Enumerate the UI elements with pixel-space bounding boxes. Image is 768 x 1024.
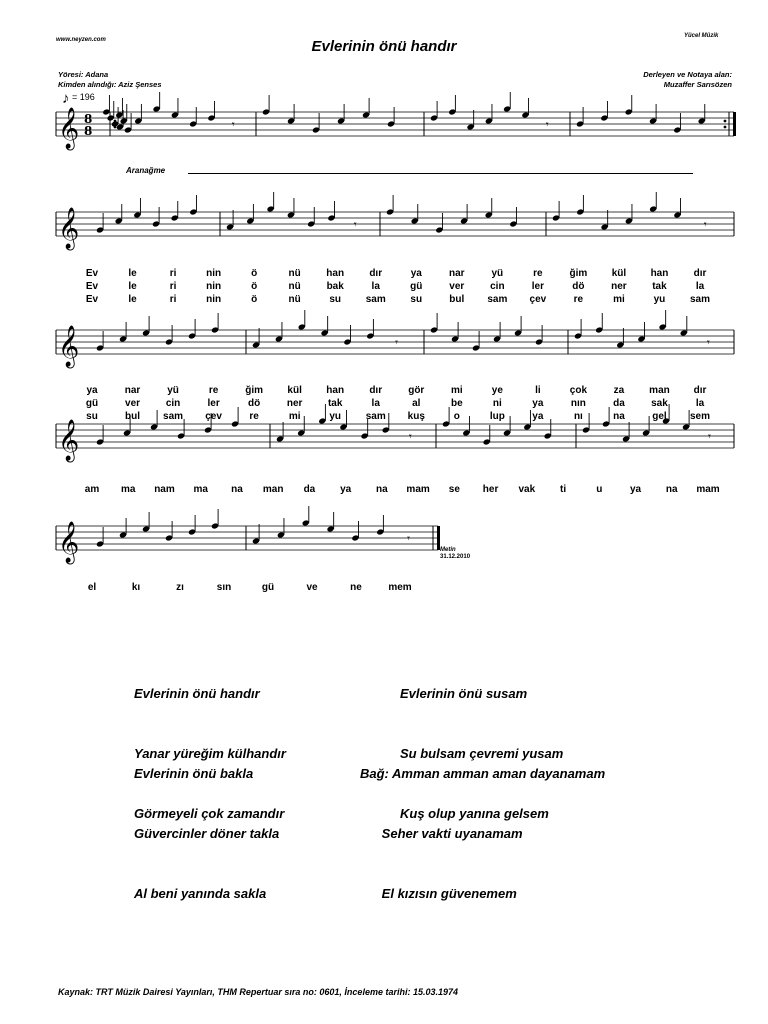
lyric-syllable: nın (570, 398, 586, 409)
lyric-syllable: sak (651, 398, 668, 409)
staff-system-2 (0, 200, 768, 260)
lyric-syllable: lup (489, 411, 505, 422)
lyric-syllable: yu (653, 294, 666, 305)
lyric-syllable: kül (611, 268, 627, 279)
interlude-bracket-line (188, 173, 693, 174)
lyric-syllable: ni (492, 398, 502, 409)
lyric-syllable: ve (306, 582, 318, 593)
eighth-rest-icon: 𝄾 (395, 336, 399, 349)
lyric-syllable: nin (206, 268, 222, 279)
verse-line: Evlerinin önü susam (400, 686, 528, 701)
lyric-syllable: ya (86, 385, 98, 396)
lyric-syllable: ya (340, 484, 352, 495)
lyric-syllable: çok (569, 385, 588, 396)
lyric-syllable: la (371, 398, 380, 409)
compiler-label: Derleyen ve Notaya alan: (643, 70, 732, 79)
lyric-syllable: za (613, 385, 625, 396)
lyric-syllable: mam (406, 484, 430, 495)
lyric-syllable: o (453, 411, 460, 422)
verse-line: Su bulsam çevremi yusam (400, 746, 564, 761)
website-label: www.neyzen.com (56, 37, 106, 43)
lyric-syllable: na (376, 484, 388, 495)
lyric-syllable: ö (251, 268, 258, 279)
lyric-syllable: mam (696, 484, 720, 495)
lyric-syllable: dır (693, 268, 707, 279)
staff-system-3 (0, 318, 768, 378)
region-label: Yöresi: Adana (58, 70, 109, 79)
lyric-syllable: su (86, 411, 98, 422)
eighth-rest-icon: 𝄾 (408, 430, 412, 443)
staff-system-5 (0, 514, 768, 574)
eighth-rest-icon: 𝄾 (706, 336, 710, 349)
lyric-syllable: am (84, 484, 100, 495)
lyric-syllable: yu (329, 411, 342, 422)
lyric-syllable: su (329, 294, 342, 305)
lyric-syllable: sam (365, 294, 386, 305)
lyric-syllable: sam (365, 411, 386, 422)
lyric-syllable: çev (529, 294, 547, 305)
lyric-syllable: sam (163, 411, 184, 422)
lyric-syllable: gel (652, 411, 667, 422)
lyric-syllable: her (482, 484, 499, 495)
lyric-syllable: na (231, 484, 243, 495)
lyric-syllable: gü (85, 398, 99, 409)
lyric-syllable: Ev (85, 294, 99, 305)
lyric-syllable: ri (169, 268, 177, 279)
lyric-syllable: ler (207, 398, 220, 409)
publisher-label: Yücel Müzik (684, 33, 719, 39)
lyric-syllable: bul (449, 294, 465, 305)
lyric-syllable: dır (693, 385, 707, 396)
lyric-syllable: be (450, 398, 463, 409)
staff-system-1 (0, 100, 768, 160)
origin-info (58, 70, 162, 90)
lyric-syllable: kı (131, 582, 141, 593)
lyric-syllable: sam (689, 294, 711, 305)
lyric-syllable: nar (449, 268, 465, 279)
lyric-syllable: nı (573, 411, 583, 422)
lyric-syllable: dö (572, 281, 585, 292)
verse-line: Al beni yanında sakla (134, 886, 267, 901)
lyric-syllable: nü (288, 268, 301, 279)
lyric-syllable: ma (121, 484, 136, 495)
verse-line: Yanar yüreğim külhandır (134, 746, 286, 761)
lyric-syllable: çev (205, 411, 222, 422)
source-person-label: Kimden alındığı: Aziz Şenses (58, 80, 162, 89)
lyric-syllable: ğim (245, 385, 264, 396)
lyric-syllable: da (613, 398, 625, 409)
lyric-syllable: u (596, 484, 603, 495)
tempo-value: = 196 (72, 92, 95, 102)
signature-date: 31.12.2010 (440, 554, 471, 560)
lyric-syllable: Ev (85, 281, 99, 292)
signature-name: Metin (440, 547, 456, 553)
treble-clef-icon: 𝄞 (58, 108, 80, 149)
lyric-syllable: gör (408, 385, 425, 396)
lyric-syllable: zı (176, 582, 184, 593)
lyric-syllable: ye (491, 385, 503, 396)
lyric-syllable: ma (193, 484, 208, 495)
lyric-syllable: ner (611, 281, 627, 292)
lyric-syllable: bul (125, 411, 141, 422)
lyric-syllable: le (128, 281, 137, 292)
source-citation: Kaynak: TRT Müzik Dairesi Yayınları, THM Repertuar sıra no: 0601, İnceleme tarihi: 15.03.1974 (58, 987, 458, 997)
eighth-rest-icon: 𝄾 (353, 218, 357, 231)
eighth-rest-icon: 𝄾 (703, 218, 707, 231)
compiler-info (643, 70, 732, 90)
compiler-name: Muzaffer Sarısözen (663, 80, 732, 89)
eighth-rest-icon: 𝄾 (545, 118, 549, 131)
lyric-syllable: nin (206, 281, 222, 292)
lyric-syllable: ö (251, 294, 258, 305)
lyric-syllable: han (326, 385, 345, 396)
lyric-syllable: le (128, 268, 137, 279)
lyric-syllable: mem (388, 582, 412, 593)
lyric-syllable: yü (167, 385, 179, 396)
treble-clef-icon: 𝄞 (58, 326, 80, 367)
eighth-rest-icon: 𝄾 (708, 430, 711, 443)
verse-line: Görmeyeli çok zamandır (134, 806, 285, 821)
lyric-syllable: tak (327, 398, 343, 409)
lyric-syllable: al (412, 398, 421, 409)
lyric-syllable: ya (410, 268, 422, 279)
lyric-syllable: dö (248, 398, 261, 409)
lyric-syllable: sem (689, 411, 711, 422)
lyric-syllable: la (695, 281, 705, 292)
lyric-syllable: mi (288, 411, 301, 422)
lyric-syllable: tak (652, 281, 667, 292)
treble-clef-icon: 𝄞 (58, 420, 80, 461)
lyric-syllable: ri (169, 294, 177, 305)
transcriber-signature (440, 547, 470, 561)
lyric-syllable: ner (286, 398, 303, 409)
lyric-syllable: se (448, 484, 460, 495)
lyric-syllable: nin (206, 294, 222, 305)
lyric-syllable: re (533, 268, 543, 279)
lyric-syllable: na (613, 411, 625, 422)
lyric-syllable: re (573, 294, 584, 305)
lyric-syllable: gü (410, 281, 423, 292)
lyric-syllable: cin (165, 398, 181, 409)
lyric-syllable: re (208, 385, 219, 396)
lyric-syllable: nü (288, 281, 301, 292)
verse-line: El kızısın güvenemem (360, 886, 517, 901)
lyric-syllable: nü (288, 294, 301, 305)
treble-clef-icon: 𝄞 (58, 522, 80, 563)
time-signature-top: 8 (84, 112, 93, 126)
lyric-syllable: bak (326, 281, 344, 292)
verse-line: Bağ: Amman amman aman dayanamam (360, 766, 606, 781)
verse-2-right (360, 724, 605, 924)
lyric-syllable: ya (629, 484, 642, 495)
lyric-syllable: nar (124, 385, 141, 396)
lyric-syllable: han (326, 268, 345, 279)
repeat-dot (724, 126, 727, 129)
lyric-syllable: mi (613, 294, 625, 305)
lyric-syllable: le (128, 294, 137, 305)
verse-line: Evlerinin önü bakla (134, 766, 254, 781)
song-title: Evlerinin önü handır (311, 38, 457, 55)
lyric-syllable: ya (532, 398, 544, 409)
interlude-label: Aranağme (126, 166, 166, 175)
lyric-syllable: man (262, 484, 284, 495)
lyric-syllable: la (695, 398, 705, 409)
verse-line: Kuş olup yanına gelsem (400, 806, 549, 821)
lyric-syllable: la (371, 281, 380, 292)
eighth-rest-icon: 𝄾 (231, 118, 235, 131)
lyric-syllable: el (87, 582, 97, 593)
verse-line: Seher vakti uyanamam (360, 826, 523, 841)
time-signature-bottom: 8 (84, 124, 93, 138)
lyric-syllable: dır (369, 268, 383, 279)
lyric-syllable: da (303, 484, 316, 495)
lyric-syllable: gü (261, 582, 275, 593)
lyric-syllable: ö (251, 281, 258, 292)
lyric-syllable: ğim (569, 268, 588, 279)
verse-2-left (134, 724, 279, 924)
final-barline (733, 112, 736, 136)
repeat-dot (724, 120, 727, 123)
lyric-syllable: sın (216, 582, 232, 593)
lyric-syllable: ri (169, 281, 177, 292)
lyric-syllable: mi (450, 385, 463, 396)
lyric-syllable: kuş (407, 411, 425, 422)
lyric-syllable: man (649, 385, 670, 396)
lyric-syllable: kül (287, 385, 302, 396)
lyric-syllable: re (249, 411, 259, 422)
eighth-rest-icon: 𝄾 (407, 532, 411, 545)
lyric-syllable: ver (125, 398, 141, 409)
verse-line: Evlerinin önü handır (134, 686, 260, 701)
lyric-syllable: na (665, 484, 678, 495)
lyric-syllable: dır (369, 385, 383, 396)
eighth-note-icon: ♪ (62, 90, 70, 107)
lyric-syllable: ti (559, 484, 567, 495)
treble-clef-icon: 𝄞 (58, 208, 80, 249)
lyric-syllable: han (650, 268, 669, 279)
lyric-syllable: ler (531, 281, 544, 292)
lyric-syllable: su (410, 294, 423, 305)
lyric-syllable: ver (449, 281, 465, 292)
lyric-syllable: Ev (85, 268, 99, 279)
lyric-syllable: ne (350, 582, 362, 593)
lyric-syllable: sam (487, 294, 508, 305)
verse-line: Güvercinler döner takla (134, 826, 280, 841)
lyric-syllable: cin (490, 281, 505, 292)
lyric-syllable: li (535, 385, 541, 396)
lyric-syllable: yü (491, 268, 504, 279)
lyric-syllable: vak (518, 484, 536, 495)
lyric-syllable: ya (532, 411, 544, 422)
lyric-syllable: nam (154, 484, 175, 495)
